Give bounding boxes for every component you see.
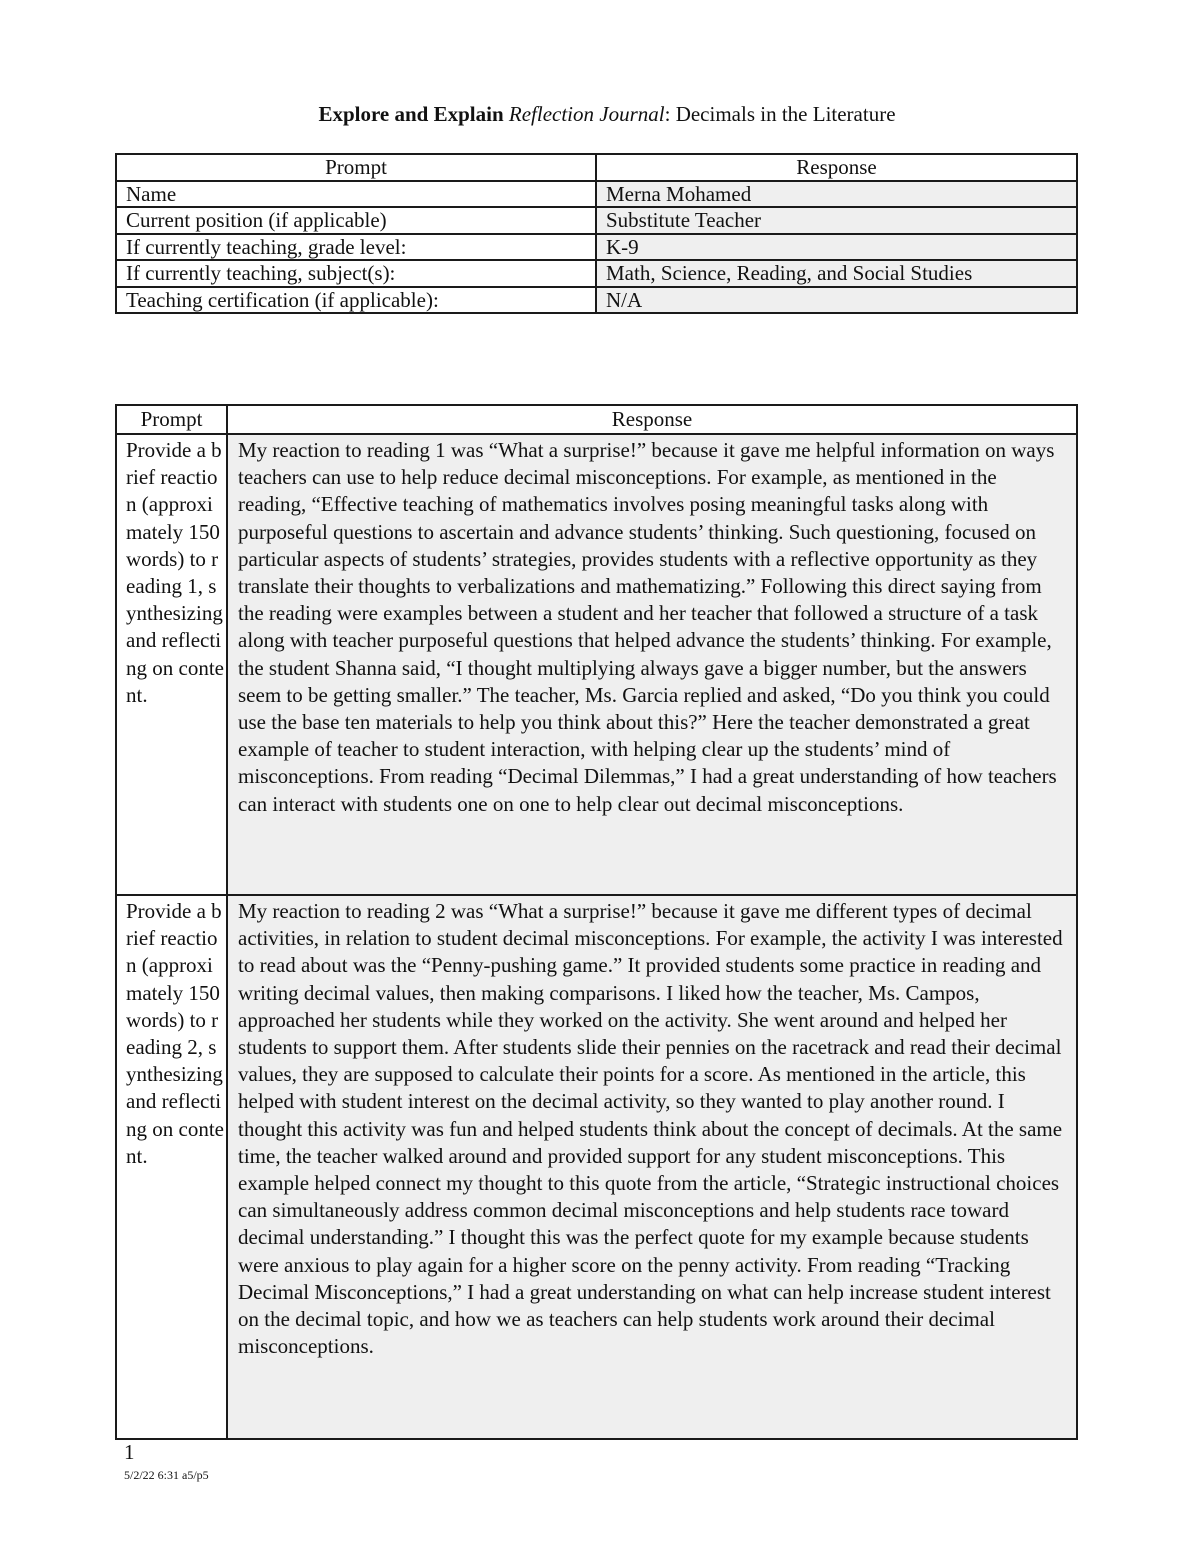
info-prompt-cell: Teaching certification (if applicable):	[116, 287, 596, 314]
reflection-prompt-cell: Provide a brief reaction (approximately 150 words) to reading 2, synthesizing and reflecting on content.	[116, 895, 227, 1439]
info-header-response: Response	[596, 154, 1077, 181]
reflection-header-prompt: Prompt	[116, 405, 227, 434]
title-italic-part: Reflection Journal	[508, 102, 665, 126]
info-response-cell: Merna Mohamed	[596, 181, 1077, 208]
info-prompt-cell: If currently teaching, grade level:	[116, 234, 596, 261]
document-title	[0, 101, 1200, 127]
info-response-cell: N/A	[596, 287, 1077, 314]
info-prompt-cell: Current position (if applicable)	[116, 207, 596, 234]
reflection-header-response: Response	[227, 405, 1077, 434]
info-table	[115, 153, 1078, 314]
info-row-certification	[116, 287, 1077, 314]
info-response-cell: K-9	[596, 234, 1077, 261]
reflection-table-header-row	[116, 405, 1077, 434]
reflection-row-reading-1	[116, 434, 1077, 895]
info-row-grade-level	[116, 234, 1077, 261]
info-row-position	[116, 207, 1077, 234]
info-response-cell: Math, Science, Reading, and Social Studies	[596, 260, 1077, 287]
info-prompt-cell: Name	[116, 181, 596, 208]
print-timestamp: 5/2/22 6:31 a5/p5	[124, 1468, 209, 1482]
reflection-response-cell: My reaction to reading 1 was “What a surprise!” because it gave me helpful information on ways teachers can use to help reduce decimal misconceptions. For example, as mentioned in the reading, “Effective teaching of mathematics involves posing meaningful tasks along with purposeful questions to ascertain and advance students’ thinking. Such questioning, focused on particular aspects of students’ strategies, provides students with a reflective opportunity as they translate their thoughts to verbalizations and mathematizing.” Following this direct saying from the reading were examples between a student and her teacher that followed a structure of a task along with teacher purposeful questions that helped advance the students’ thinking. For example, the student Shanna said, “I thought multiplying always gave a bigger number, but the answers seem to be getting smaller.” The teacher, Ms. Garcia replied and asked, “Do you think you could use the base ten materials to help you think about this?” Here the teacher demonstrated a great example of teacher to student interaction, with helping clear up the students’ mind of misconceptions. From reading “Decimal Dilemmas,” I had a great understanding of how teachers can interact with students one on one to help clear out decimal misconceptions.	[227, 434, 1077, 895]
reflection-prompt-cell: Provide a brief reaction (approximately 150 words) to reading 1, synthesizing and reflecting on content.	[116, 434, 227, 895]
title-bold-part: Explore and Explain	[318, 102, 504, 126]
reflection-row-reading-2	[116, 895, 1077, 1439]
page-number: 1	[124, 1440, 135, 1464]
info-header-prompt: Prompt	[116, 154, 596, 181]
info-row-name	[116, 181, 1077, 208]
reflection-table	[115, 404, 1078, 1440]
reflection-response-cell: My reaction to reading 2 was “What a surprise!” because it gave me different types of decimal activities, in relation to student decimal misconceptions. For example, the activity I was interested to read about was the “Penny-pushing game.” It provided students some practice in reading and writing decimal values, then making comparisons. I liked how the teacher, Ms. Campos, approached her students while they worked on the activity. She went around and helped her students to support them. After students slide their pennies on the racetrack and read their decimal values, they are supposed to calculate their points for a score. As mentioned in the article, this helped with student interest on the decimal activity, so they wanted to play another round. I thought this activity was fun and helped students think about the concept of decimals. At the same time, the teacher walked around and provided support for any student misconceptions. This example helped connect my thought to this quote from the article, “Strategic instructional choices can simultaneously address common decimal misconceptions and help students race toward decimal understanding.” I thought this was the perfect quote for my example because students were anxious to play again for a higher score on the penny activity. From reading “Tracking Decimal Misconceptions,” I had a great understanding on what can help increase student interest on the decimal topic, and how we as teachers can help students work around their decimal misconceptions.	[227, 895, 1077, 1439]
title-rest-part: : Decimals in the Literature	[664, 102, 896, 126]
info-response-cell: Substitute Teacher	[596, 207, 1077, 234]
info-row-subjects	[116, 260, 1077, 287]
info-table-header-row	[116, 154, 1077, 181]
info-prompt-cell: If currently teaching, subject(s):	[116, 260, 596, 287]
